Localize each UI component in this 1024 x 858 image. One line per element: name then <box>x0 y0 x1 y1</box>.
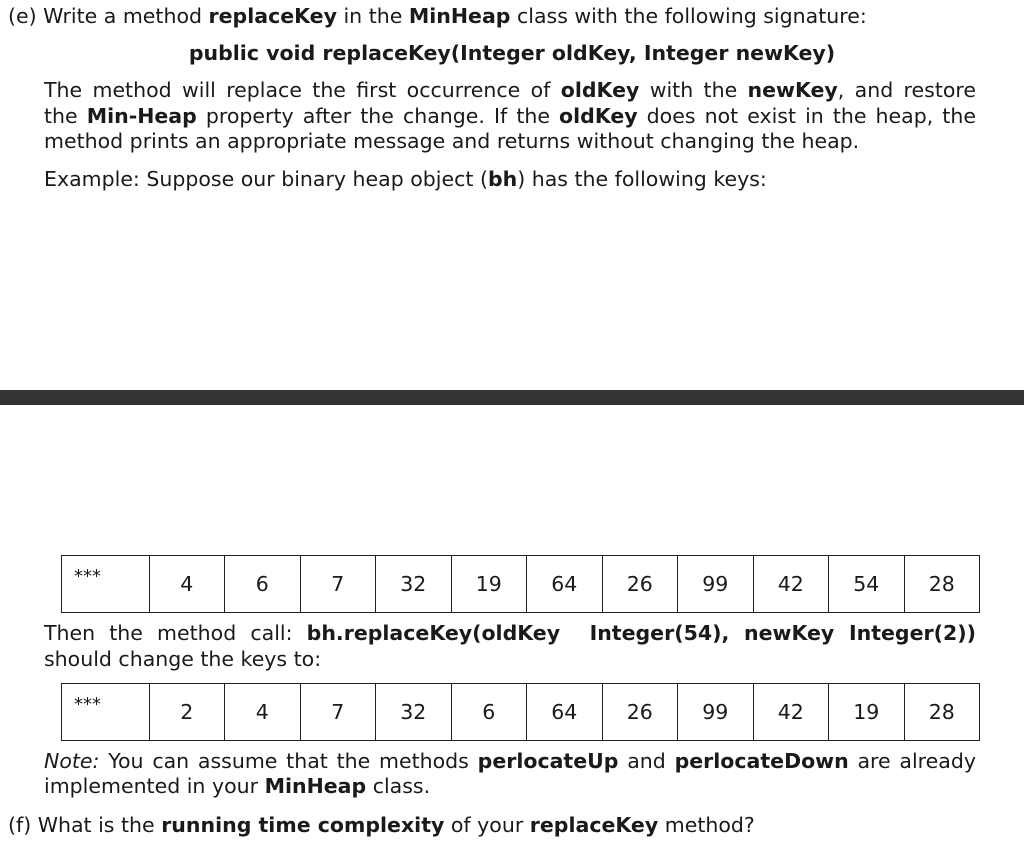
note-text: class. <box>372 774 431 798</box>
desc-oldkey: oldKey <box>559 104 638 128</box>
heap-before-row <box>62 556 980 613</box>
note-text: are already <box>857 749 976 773</box>
method-signature: public void replaceKey(Integer oldKey, Integer newKey) <box>188 41 836 65</box>
heap-cell: 28 <box>904 684 980 741</box>
note-perlocate-down: perlocateDown <box>674 749 849 773</box>
example-text: Example: Suppose our binary heap object ( <box>44 167 488 191</box>
note-text: and <box>627 749 666 773</box>
heap-cell: 7 <box>300 684 376 741</box>
desc-text: with the <box>649 78 738 102</box>
heap-cell: 19 <box>451 556 527 613</box>
heap-cell: 99 <box>678 556 754 613</box>
heap-cell: 4 <box>225 684 301 741</box>
note-perlocate-up: perlocateUp <box>477 749 619 773</box>
heap-cell: 19 <box>829 684 905 741</box>
desc-text: the <box>44 104 78 128</box>
note-line-2 <box>44 773 430 799</box>
part-f-text: of your <box>450 813 524 837</box>
heap-cell: 2 <box>149 684 225 741</box>
heap-cell: 32 <box>376 684 452 741</box>
description-line-3: method prints an appropriate message and returns without changing the heap. <box>44 129 860 153</box>
heap-cell: 32 <box>376 556 452 613</box>
heap-after-row <box>62 684 980 741</box>
class-name: MinHeap <box>408 4 511 28</box>
heap-cell: 54 <box>829 556 905 613</box>
method-call: bh.replaceKey(oldKey Integer(54), newKey Integer(2)) <box>306 621 976 645</box>
divider-bar <box>0 390 1024 405</box>
heap-cell: 26 <box>602 684 678 741</box>
desc-text: property after the change. If the <box>205 104 550 128</box>
heap-cell: 6 <box>451 684 527 741</box>
description-line-1 <box>44 77 976 103</box>
note-text: implemented in your <box>44 774 259 798</box>
should-change-line: should change the keys to: <box>44 647 322 671</box>
example-bh: bh <box>487 167 518 191</box>
heap-cell-placeholder: *** <box>62 684 150 741</box>
heap-cell: 26 <box>602 556 678 613</box>
desc-minheap: Min-Heap <box>86 104 197 128</box>
note-class: MinHeap <box>264 774 367 798</box>
note-label: Note: <box>44 749 100 773</box>
part-e-label: (e) Write a method <box>8 4 203 28</box>
heap-cell: 7 <box>300 556 376 613</box>
heap-before-table <box>61 555 980 613</box>
heap-cell: 42 <box>753 556 829 613</box>
heap-cell-placeholder: *** <box>62 556 150 613</box>
note-text: You can assume that the methods <box>108 749 469 773</box>
note-line-1 <box>44 748 976 774</box>
desc-oldkey: oldKey <box>560 78 640 102</box>
heap-cell: 28 <box>904 556 980 613</box>
desc-text: , and restore <box>837 78 976 102</box>
heap-cell: 99 <box>678 684 754 741</box>
heap-after-table <box>61 683 980 741</box>
heap-cell: 6 <box>225 556 301 613</box>
part-e-heading <box>8 3 867 29</box>
in-the-text: in the <box>343 4 403 28</box>
then-line <box>44 620 976 646</box>
part-f-text: method? <box>664 813 755 837</box>
description-line-2 <box>44 103 976 129</box>
heap-cell: 64 <box>527 556 603 613</box>
part-f-text: (f) What is the <box>8 813 155 837</box>
then-text: Then the method call: <box>44 621 293 645</box>
method-name: replaceKey <box>208 4 337 28</box>
heading-tail: class with the following signature: <box>517 4 867 28</box>
part-f-question <box>8 812 755 838</box>
desc-text: The method will replace the first occurrence of <box>44 78 551 102</box>
desc-text: does not exist in the heap, the <box>646 104 976 128</box>
heap-cell: 64 <box>527 684 603 741</box>
heap-cell: 4 <box>149 556 225 613</box>
example-line <box>44 166 767 192</box>
part-f-bold: running time complexity <box>161 813 445 837</box>
part-f-bold: replaceKey <box>529 813 659 837</box>
desc-newkey: newKey <box>747 78 838 102</box>
heap-cell: 42 <box>753 684 829 741</box>
example-text: ) has the following keys: <box>517 167 767 191</box>
